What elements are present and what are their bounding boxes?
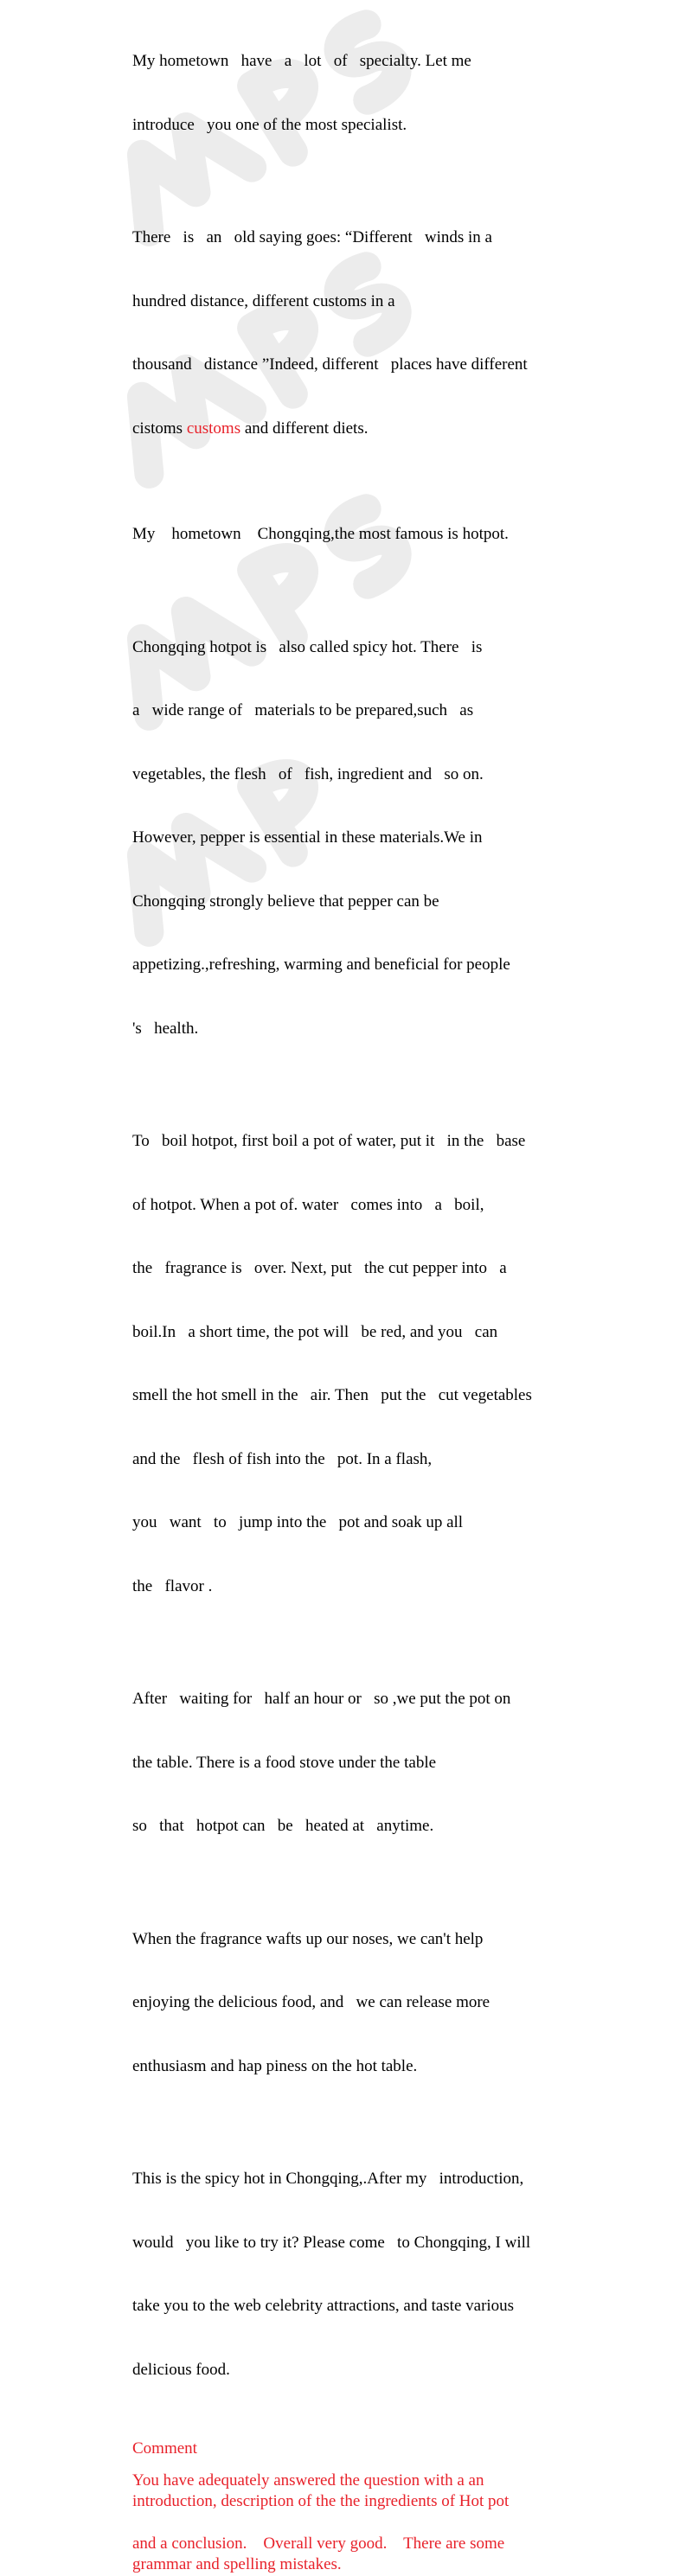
text-line: of hotpot. When a pot of. water comes into a boil, — [132, 1195, 484, 1214]
text-line: appetizing.,refreshing, warming and beneficial for people — [132, 956, 510, 974]
text-line: 's health. — [132, 1019, 199, 1038]
text-line: When the fragrance wafts up our noses, we can't help — [132, 1929, 484, 1948]
comment-body — [132, 2471, 599, 2576]
text-line: To boil hotpot, first boil a pot of water, put it in the base — [132, 1132, 526, 1150]
paragraph-conclusion — [132, 2126, 599, 2423]
document-page — [132, 9, 599, 2576]
text-line: the fragrance is over. Next, put the cut pepper into a — [132, 1259, 507, 1277]
paragraph-boil-hotpot — [132, 1089, 599, 1640]
comment-line: You have adequately answered the question with a an — [132, 2471, 484, 2490]
paragraph-fragrance — [132, 1887, 599, 2120]
comment-line: and a conclusion. Overall very good. There are some — [132, 2534, 505, 2553]
paragraph-intro — [132, 9, 599, 178]
text-line: My hometown have a lot of specialty. Let me — [132, 52, 471, 70]
comment-spacer — [132, 2513, 599, 2534]
text-line: After waiting for half an hour or so ,we put the pot on — [132, 1690, 511, 1708]
text-line: Chongqing strongly believe that pepper can be — [132, 892, 439, 911]
text-line: enthusiasm and hap piness on the hot table. — [132, 2056, 418, 2075]
paragraph-waiting — [132, 1646, 599, 1880]
text-line: This is the spicy hot in Chongqing,.After my introduction, — [132, 2170, 524, 2188]
text-line: My hometown Chongqing,the most famous is hotpot. — [132, 525, 509, 543]
text-line: hundred distance, different customs in a — [132, 291, 395, 310]
comment-line: grammar and spelling mistakes. — [132, 2555, 342, 2573]
text-line-customs — [132, 419, 599, 440]
paragraph-saying — [132, 185, 599, 482]
text-line: boil.In a short time, the pot will be red, and you can — [132, 1322, 498, 1341]
text-line: vegetables, the flesh of fish, ingredient and so on. — [132, 764, 484, 783]
paragraph-hometown — [132, 482, 599, 588]
text-line: There is an old saying goes: “Different winds in a — [132, 228, 492, 246]
text-line: and the flesh of fish into the pot. In a flash, — [132, 1449, 433, 1468]
comment-heading: Comment — [132, 2439, 197, 2458]
text-line: take you to the web celebrity attractions, and taste various — [132, 2297, 515, 2315]
text-line: the table. There is a food stove under the table — [132, 1753, 437, 1772]
text-line: enjoying the delicious food, and we can release more — [132, 1993, 490, 2011]
misspelled-word: cistoms — [132, 419, 187, 438]
text-line: so that hotpot can be heated at anytime. — [132, 1817, 434, 1835]
text-line: a wide range of materials to be prepared,such as — [132, 701, 474, 719]
text-line: However, pepper is essential in these materials.We in — [132, 828, 483, 847]
text-line: the flavor . — [132, 1576, 213, 1595]
text-line: introduce you one of the most specialist. — [132, 115, 407, 134]
correction-word: customs — [186, 419, 241, 438]
text-line: would you like to try it? Please come to Chongqing, I will — [132, 2233, 531, 2252]
text-line: Chongqing hotpot is also called spicy hot. There is — [132, 637, 483, 656]
comment-line: introduction, description of the the ingredients of Hot pot — [132, 2492, 510, 2510]
text-line: you want to jump into the pot and soak up all — [132, 1513, 464, 1531]
paragraph-hotpot-materials — [132, 595, 599, 1083]
text-line: delicious food. — [132, 2360, 230, 2379]
text-segment: and different diets. — [240, 419, 369, 438]
text-line: smell the hot smell in the air. Then put the cut vegetables — [132, 1386, 532, 1404]
text-line: thousand distance ”Indeed, different places have different — [132, 355, 528, 374]
